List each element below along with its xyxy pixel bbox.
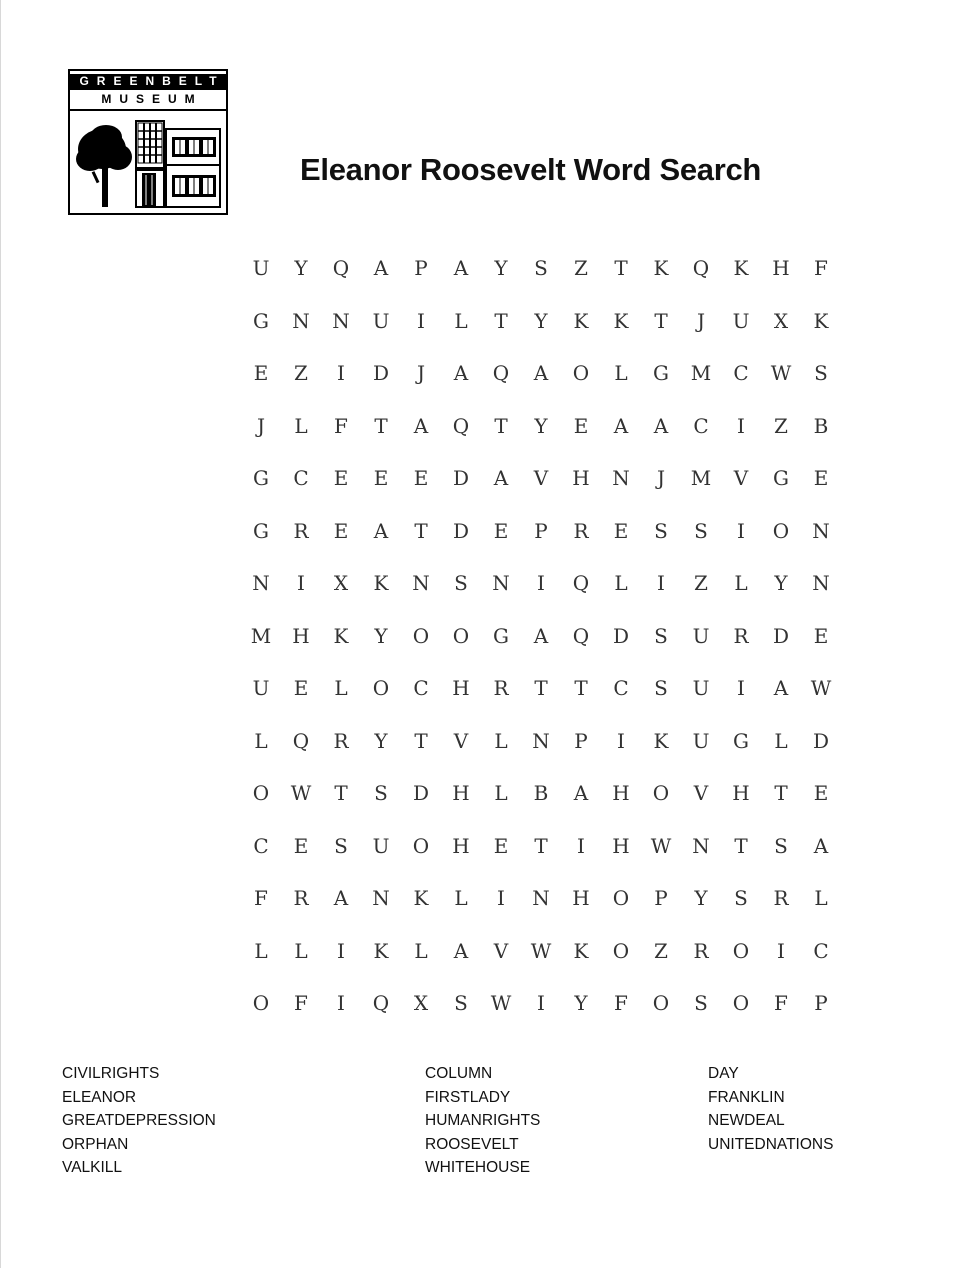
grid-letter: O	[612, 886, 630, 911]
word-item: ELEANOR	[62, 1088, 137, 1106]
grid-letter: Q	[292, 728, 310, 753]
grid-letter: I	[537, 991, 545, 1016]
grid-letter: S	[654, 676, 668, 701]
grid-letter: R	[693, 938, 709, 963]
grid-letter: A	[453, 256, 469, 281]
grid-letter: J	[656, 466, 666, 491]
grid-letter: T	[534, 676, 548, 701]
grid-letter: S	[334, 833, 348, 858]
grid-letter: U	[372, 308, 390, 333]
grid-letter: K	[573, 308, 589, 333]
grid-letter: O	[372, 676, 390, 701]
grid-letter: Z	[694, 571, 708, 596]
grid-letter: V	[453, 728, 469, 753]
grid-letter: K	[813, 308, 829, 333]
grid-letter: E	[493, 518, 509, 543]
grid-letter: T	[414, 518, 428, 543]
grid-letter: Y	[494, 256, 508, 281]
grid-letter: Y	[374, 623, 388, 648]
grid-letter: L	[454, 308, 468, 333]
grid-letter: J	[256, 413, 266, 438]
word-item: FRANKLIN	[708, 1088, 785, 1106]
word-item: COLUMN	[425, 1065, 493, 1082]
grid-letter: M	[690, 361, 712, 386]
grid-letter: N	[412, 571, 430, 596]
grid-letter: E	[293, 676, 309, 701]
grid-letter: U	[252, 256, 270, 281]
grid-letter: I	[577, 833, 585, 858]
grid-letter: D	[452, 466, 470, 491]
grid-letter: S	[694, 991, 708, 1016]
grid-letter: Y	[534, 308, 548, 333]
grid-letter: R	[493, 676, 509, 701]
grid-letter: A	[533, 361, 549, 386]
page-title: Eleanor Roosevelt Word Search	[300, 152, 762, 187]
grid-letter: I	[537, 571, 545, 596]
grid-letter: X	[333, 571, 349, 596]
grid-letter: L	[814, 886, 828, 911]
grid-letter: G	[493, 623, 509, 648]
grid-letter: T	[494, 413, 508, 438]
word-list-column-2	[425, 1064, 540, 1182]
grid-letter: Q	[452, 413, 470, 438]
grid-letter: S	[454, 571, 468, 596]
grid-letter: T	[774, 781, 788, 806]
grid-letter: I	[497, 886, 505, 911]
grid-letter: N	[692, 833, 710, 858]
grid-letter: J	[696, 308, 706, 333]
grid-letter: A	[773, 676, 789, 701]
logo-band	[70, 71, 226, 111]
grid-letter: I	[297, 571, 305, 596]
grid-letter: O	[612, 938, 630, 963]
grid-letter: N	[612, 466, 630, 491]
grid-letter: E	[293, 833, 309, 858]
grid-letter: G	[253, 466, 269, 491]
grid-letter: O	[572, 361, 590, 386]
grid-letter: I	[417, 308, 425, 333]
grid-letter: I	[657, 571, 665, 596]
grid-letter: Y	[534, 413, 548, 438]
grid-letter: P	[534, 518, 548, 543]
word-item: UNITEDNATIONS	[708, 1135, 834, 1153]
grid-letter: C	[413, 676, 429, 701]
word-item: ORPHAN	[62, 1135, 129, 1153]
grid-letter: Q	[692, 256, 710, 281]
grid-letter: A	[573, 781, 589, 806]
grid-letter: A	[333, 886, 349, 911]
grid-letter: T	[534, 833, 548, 858]
grid-letter: H	[572, 886, 590, 911]
grid-letter: F	[254, 886, 268, 911]
grid-letter: E	[813, 466, 829, 491]
word-item: WHITEHOUSE	[425, 1159, 531, 1176]
grid-letter: D	[772, 623, 790, 648]
grid-letter: O	[772, 518, 790, 543]
grid-letter: E	[333, 466, 349, 491]
grid-letter: E	[373, 466, 389, 491]
grid-letter: O	[652, 781, 670, 806]
grid-letter: P	[654, 886, 668, 911]
grid-letter: L	[774, 728, 788, 753]
grid-letter: Y	[574, 991, 588, 1016]
grid-letter: H	[452, 781, 470, 806]
grid-letter: I	[337, 361, 345, 386]
grid-letter: Z	[294, 361, 308, 386]
grid-letter: L	[494, 728, 508, 753]
grid-letter: A	[453, 361, 469, 386]
grid-letter: S	[694, 518, 708, 543]
grid-letter: M	[250, 623, 272, 648]
grid-letter: L	[254, 938, 268, 963]
grid-letter: T	[374, 413, 388, 438]
grid-letter: L	[334, 676, 348, 701]
grid-letter: I	[337, 938, 345, 963]
grid-letter: Q	[572, 571, 590, 596]
word-item: VALKILL	[62, 1159, 123, 1176]
grid-letter: L	[614, 571, 628, 596]
grid-letter: F	[814, 256, 828, 281]
grid-letter: S	[454, 991, 468, 1016]
grid-letter: A	[373, 518, 389, 543]
grid-letter: Q	[372, 991, 390, 1016]
grid-letter: X	[773, 308, 789, 333]
grid-letter: Q	[492, 361, 510, 386]
grid-letter: S	[734, 886, 748, 911]
grid-letter: Y	[774, 571, 788, 596]
grid-letter: U	[732, 308, 750, 333]
grid-letter: C	[613, 676, 629, 701]
grid-letter: U	[692, 623, 710, 648]
grid-letter: H	[572, 466, 590, 491]
grid-letter: J	[416, 361, 426, 386]
grid-letter: P	[574, 728, 588, 753]
grid-letter: N	[372, 886, 390, 911]
grid-letter: E	[813, 781, 829, 806]
grid-letter: S	[374, 781, 388, 806]
tree-and-building-icon	[72, 115, 224, 211]
grid-letter: A	[493, 466, 509, 491]
grid-letter: P	[414, 256, 428, 281]
grid-letter: W	[530, 938, 552, 963]
grid-letter: U	[692, 676, 710, 701]
word-item: GREATDEPRESSION	[62, 1112, 216, 1129]
grid-letter: F	[334, 413, 348, 438]
grid-letter: O	[412, 623, 430, 648]
greenbelt-museum-logo	[68, 69, 228, 215]
grid-letter: O	[452, 623, 470, 648]
grid-letter: H	[612, 781, 630, 806]
grid-letter: L	[614, 361, 628, 386]
grid-letter: G	[733, 728, 749, 753]
grid-letter: H	[292, 623, 310, 648]
grid-letter: V	[733, 466, 749, 491]
word-item: FIRSTLADY	[425, 1088, 511, 1106]
word-list-column-1	[62, 1064, 216, 1182]
grid-letter: E	[413, 466, 429, 491]
grid-letter: H	[732, 781, 750, 806]
grid-letter: I	[737, 676, 745, 701]
grid-letter: U	[252, 676, 270, 701]
grid-letter: N	[292, 308, 310, 333]
word-item: DAY	[708, 1065, 739, 1082]
word-item: ROOSEVELT	[425, 1135, 519, 1153]
grid-letter: W	[290, 781, 312, 806]
grid-letter: S	[814, 361, 828, 386]
grid-letter: M	[690, 466, 712, 491]
grid-letter: A	[413, 413, 429, 438]
grid-letter: Z	[654, 938, 668, 963]
grid-letter: D	[812, 728, 830, 753]
grid-letter: H	[612, 833, 630, 858]
grid-letter: S	[654, 623, 668, 648]
grid-letter: C	[733, 361, 749, 386]
grid-letter: E	[333, 518, 349, 543]
grid-letter: K	[333, 623, 349, 648]
grid-letter: N	[252, 571, 270, 596]
grid-letter: N	[812, 518, 830, 543]
grid-letter: R	[293, 518, 309, 543]
grid-letter: C	[253, 833, 269, 858]
grid-letter: K	[573, 938, 589, 963]
word-item: NEWDEAL	[708, 1112, 785, 1129]
grid-letter: E	[253, 361, 269, 386]
grid-letter: O	[732, 938, 750, 963]
grid-letter: K	[373, 571, 389, 596]
grid-letter: Q	[332, 256, 350, 281]
grid-letter: C	[813, 938, 829, 963]
grid-letter: A	[453, 938, 469, 963]
grid-letter: A	[613, 413, 629, 438]
grid-letter: H	[772, 256, 790, 281]
grid-letter: O	[652, 991, 670, 1016]
grid-letter: F	[294, 991, 308, 1016]
grid-letter: V	[533, 466, 549, 491]
grid-letter: N	[812, 571, 830, 596]
grid-letter: R	[773, 886, 789, 911]
grid-letter: U	[692, 728, 710, 753]
grid-letter: D	[372, 361, 390, 386]
grid-letter: L	[454, 886, 468, 911]
grid-letter: E	[573, 413, 589, 438]
grid-letter: G	[253, 308, 269, 333]
grid-letter: I	[617, 728, 625, 753]
page-edge	[0, 0, 1, 1268]
grid-letter: A	[533, 623, 549, 648]
grid-letter: Y	[294, 256, 308, 281]
grid-letter: K	[733, 256, 749, 281]
grid-letter: Y	[694, 886, 708, 911]
grid-letter: E	[813, 623, 829, 648]
grid-letter: N	[492, 571, 510, 596]
grid-letter: A	[813, 833, 829, 858]
grid-letter: W	[490, 991, 512, 1016]
grid-letter: U	[372, 833, 390, 858]
grid-letter: R	[333, 728, 349, 753]
grid-letter: F	[774, 991, 788, 1016]
grid-letter: K	[613, 308, 629, 333]
grid-letter: Q	[572, 623, 590, 648]
grid-letter: V	[693, 781, 709, 806]
grid-letter: T	[734, 833, 748, 858]
grid-letter: H	[452, 676, 470, 701]
grid-letter: W	[770, 361, 792, 386]
grid-letter: S	[654, 518, 668, 543]
grid-letter: T	[614, 256, 628, 281]
grid-letter: D	[412, 781, 430, 806]
grid-letter: W	[650, 833, 672, 858]
grid-letter: L	[494, 781, 508, 806]
grid-letter: A	[373, 256, 389, 281]
grid-letter: S	[534, 256, 548, 281]
grid-letter: O	[252, 781, 270, 806]
grid-letter: H	[452, 833, 470, 858]
grid-letter: K	[373, 938, 389, 963]
word-item: CIVILRIGHTS	[62, 1065, 160, 1082]
grid-letter: K	[653, 256, 669, 281]
grid-letter: W	[810, 676, 832, 701]
grid-letter: R	[293, 886, 309, 911]
letter-grid	[241, 242, 841, 1030]
grid-letter: R	[733, 623, 749, 648]
grid-letter: O	[732, 991, 750, 1016]
grid-letter: F	[614, 991, 628, 1016]
grid-letter: Z	[774, 413, 788, 438]
grid-letter: E	[493, 833, 509, 858]
grid-letter: N	[532, 728, 550, 753]
grid-letter: R	[573, 518, 589, 543]
logo-text-line1: GREENBELT	[70, 74, 226, 90]
word-item: HUMANRIGHTS	[425, 1112, 541, 1129]
grid-letter: C	[293, 466, 309, 491]
grid-letter: C	[693, 413, 709, 438]
grid-letter: Z	[574, 256, 588, 281]
grid-letter: E	[613, 518, 629, 543]
grid-letter: L	[254, 728, 268, 753]
grid-letter: L	[734, 571, 748, 596]
grid-letter: K	[413, 886, 429, 911]
grid-letter: A	[653, 413, 669, 438]
grid-letter: T	[654, 308, 668, 333]
grid-letter: T	[574, 676, 588, 701]
grid-letter: I	[737, 413, 745, 438]
grid-letter: D	[612, 623, 630, 648]
grid-letter: L	[294, 413, 308, 438]
grid-letter: O	[252, 991, 270, 1016]
grid-letter: Y	[374, 728, 388, 753]
grid-letter: X	[413, 991, 429, 1016]
grid-letter: G	[653, 361, 669, 386]
grid-letter: T	[414, 728, 428, 753]
grid-letter: T	[494, 308, 508, 333]
grid-letter: B	[813, 413, 829, 438]
grid-letter: O	[412, 833, 430, 858]
grid-letter: I	[337, 991, 345, 1016]
grid-letter: I	[777, 938, 785, 963]
grid-letter: L	[414, 938, 428, 963]
grid-letter: P	[814, 991, 828, 1016]
grid-letter: N	[532, 886, 550, 911]
grid-letter: G	[253, 518, 269, 543]
grid-letter: N	[332, 308, 350, 333]
grid-letter: I	[737, 518, 745, 543]
grid-letter: G	[773, 466, 789, 491]
grid-letter: L	[294, 938, 308, 963]
grid-letter: S	[774, 833, 788, 858]
word-list-column-3	[708, 1064, 833, 1158]
grid-letter: D	[452, 518, 470, 543]
logo-text-line2: MUSEUM	[101, 92, 203, 106]
grid-letter: V	[493, 938, 509, 963]
grid-letter: T	[334, 781, 348, 806]
grid-letter: K	[653, 728, 669, 753]
grid-letter: B	[533, 781, 549, 806]
